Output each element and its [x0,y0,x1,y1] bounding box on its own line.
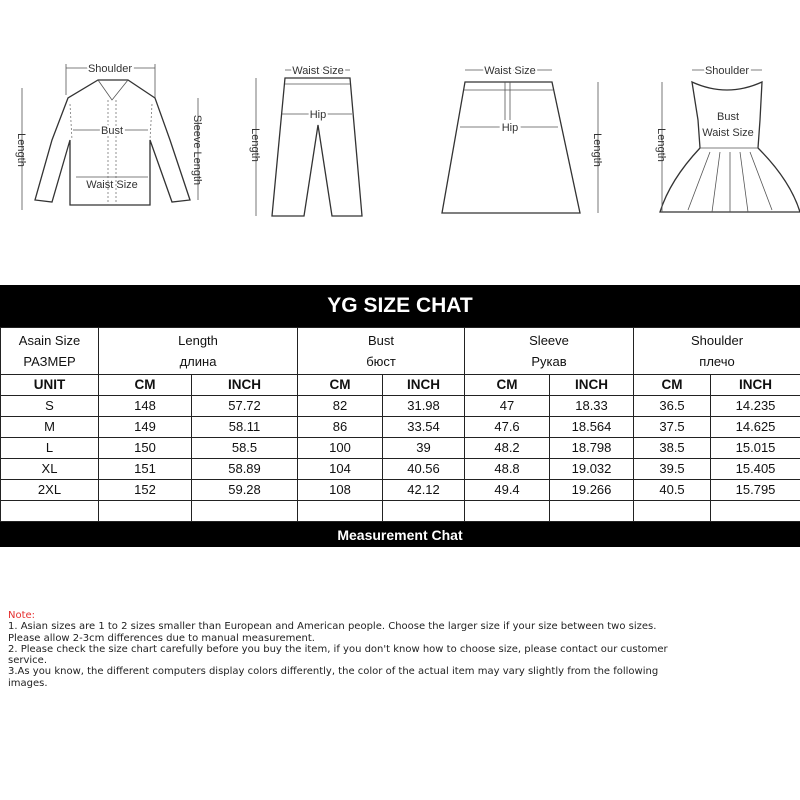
svg-text:Hip: Hip [309,109,327,121]
note-title: Note: [8,610,36,621]
measurement-cell: 15.015 [711,438,800,459]
measurement-cell: 86 [298,417,383,438]
unit-cell: INCH [383,375,465,396]
size-chart [0,285,800,547]
svg-text:Sleeve Length: Sleeve Length [191,114,203,186]
table-row [1,438,800,459]
svg-text:Shoulder: Shoulder [87,63,133,75]
measurement-cell: 149 [99,417,192,438]
measurement-cell: 39.5 [634,459,711,480]
note-line: Please allow 2-3cm differences due to manual measurement. [8,632,315,644]
header-row [1,328,800,375]
measurement-cell: 31.98 [383,396,465,417]
measurement-cell: 38.5 [634,438,711,459]
note-line: 1. Asian sizes are 1 to 2 sizes smaller than European and American people. Choose the larger size if your size between two sizes. [8,621,657,633]
measurement-cell: 36.5 [634,396,711,417]
measurement-cell: 40.56 [383,459,465,480]
measurement-cell: 151 [99,459,192,480]
measurement-cell: 108 [298,480,383,501]
measurement-cell: 40.5 [634,480,711,501]
skirt-diagram-icon [430,40,620,230]
chart-footer: Measurement Chat [0,522,800,547]
chart-title: YG SIZE CHAT [0,285,800,327]
svg-text:Bust: Bust [100,125,124,137]
svg-text:Waist Size: Waist Size [702,127,754,139]
measurement-cell: 18.33 [550,396,634,417]
measurement-diagrams [0,40,800,230]
measurement-cell: 48.2 [465,438,550,459]
note-line: 3.As you know, the different computers display colors differently, the color of the actual item may vary slightly from the following [8,666,659,678]
note-line: images. [8,677,48,689]
length-header: Length длина [99,328,298,375]
measurement-cell: 37.5 [634,417,711,438]
size-label: 2XL [1,480,99,501]
measurement-cell: 48.8 [465,459,550,480]
measurement-cell: 42.12 [383,480,465,501]
unit-cell: UNIT [1,375,99,396]
size-rows [1,396,800,501]
measurement-cell: 15.405 [711,459,800,480]
unit-cell: CM [99,375,192,396]
shoulder-header: Shoulder плечо [634,328,800,375]
sleeve-header: Sleeve Рукав [465,328,634,375]
svg-text:Length: Length [655,128,667,162]
size-table [0,327,800,522]
measurement-cell: 47 [465,396,550,417]
dress-diagram-icon [640,40,800,230]
size-label: S [1,396,99,417]
measurement-cell: 33.54 [383,417,465,438]
table-row [1,459,800,480]
svg-text:Length: Length [15,133,27,167]
measurement-cell: 19.266 [550,480,634,501]
svg-text:Waist Size: Waist Size [292,65,344,77]
measurement-cell: 19.032 [550,459,634,480]
unit-cell: INCH [711,375,800,396]
measurement-cell: 148 [99,396,192,417]
unit-cell: INCH [192,375,298,396]
svg-text:Waist Size: Waist Size [484,65,536,77]
measurement-cell: 58.5 [192,438,298,459]
table-row [1,396,800,417]
measurement-cell: 14.235 [711,396,800,417]
measurement-cell: 57.72 [192,396,298,417]
unit-row [1,375,800,396]
measurement-cell: 15.795 [711,480,800,501]
unit-cell: CM [634,375,711,396]
measurement-cell: 18.564 [550,417,634,438]
measurement-cell: 100 [298,438,383,459]
measurement-cell: 82 [298,396,383,417]
unit-cell: CM [465,375,550,396]
unit-cell: INCH [550,375,634,396]
size-label: M [1,417,99,438]
blank-row [1,501,800,522]
measurement-cell: 39 [383,438,465,459]
bust-header: Bust бюст [298,328,465,375]
measurement-cell: 59.28 [192,480,298,501]
note-line: 2. Please check the size chart carefully before you buy the item, if you don't know how to choose size, please contact our customer [8,643,668,655]
measurement-cell: 152 [99,480,192,501]
table-row [1,417,800,438]
measurement-cell: 14.625 [711,417,800,438]
size-label: L [1,438,99,459]
note-section [8,610,798,689]
measurement-cell: 18.798 [550,438,634,459]
note-line: service. [8,655,47,667]
svg-text:Waist Size: Waist Size [86,179,138,191]
svg-text:Shoulder: Shoulder [704,65,750,77]
size-label: XL [1,459,99,480]
svg-text:Length: Length [249,128,261,162]
measurement-cell: 104 [298,459,383,480]
svg-text:Hip: Hip [501,122,519,134]
pants-diagram-icon [240,40,370,230]
svg-text:Bust: Bust [716,111,740,123]
unit-cell: CM [298,375,383,396]
svg-text:Length: Length [591,133,603,167]
measurement-cell: 58.89 [192,459,298,480]
measurement-cell: 49.4 [465,480,550,501]
measurement-cell: 47.6 [465,417,550,438]
shirt-diagram-icon [0,40,220,230]
measurement-cell: 150 [99,438,192,459]
size-header: Asain Size РАЗМЕР [1,328,99,375]
table-row [1,480,800,501]
measurement-cell: 58.11 [192,417,298,438]
